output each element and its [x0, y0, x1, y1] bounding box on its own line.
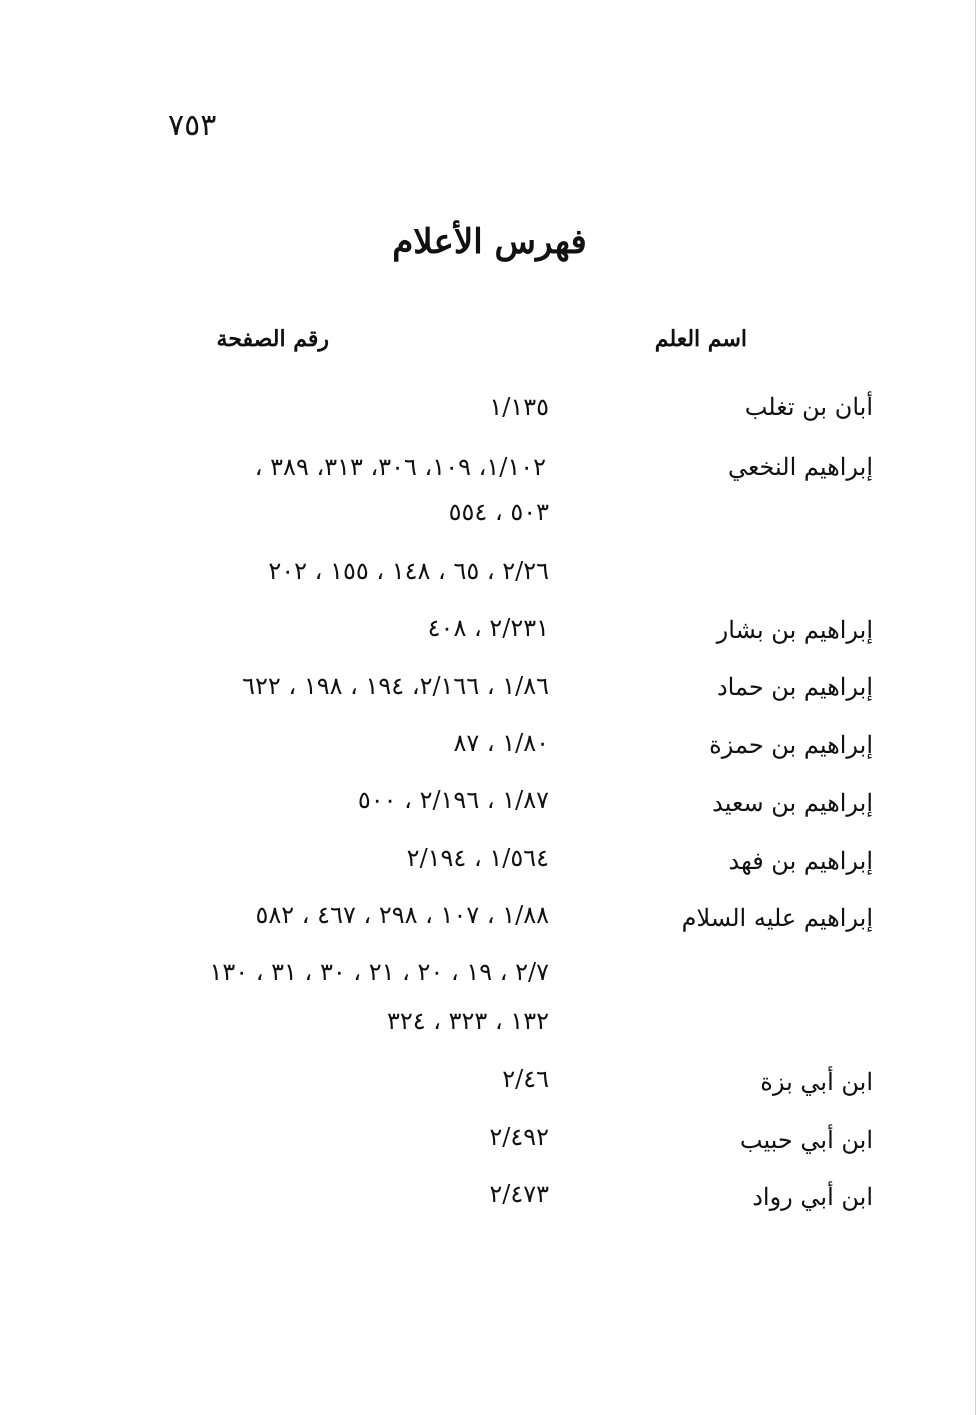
entry-name: إبراهيم بن بشار [716, 616, 873, 644]
entry-pages: ٢/٧ ، ١٩ ، ٢٠ ، ٢١ ، ٣٠ ، ٣١ ، ١٣٠ [209, 958, 549, 986]
entry-pages: ١/١٣٥ [489, 393, 549, 421]
entry-name: ابن أبي بزة [760, 1068, 873, 1096]
entry-pages: ١٣٢ ، ٣٢٣ ، ٣٢٤ [386, 1007, 549, 1035]
entry-pages: ٢/٤٧٣ [489, 1180, 549, 1208]
entry-name: أبان بن تغلب [744, 393, 873, 421]
page-title: فهرس الأعلام [392, 222, 587, 262]
entry-pages: ١/١٠٢، ١٠٩، ٣٠٦، ٣١٣، ٣٨٩ ، [254, 453, 546, 481]
entry-pages: ٢/٢٣١ ، ٤٠٨ [427, 614, 549, 642]
column-header-name: اسم العلم [654, 326, 747, 352]
entry-name: ابن أبي حبيب [739, 1126, 873, 1154]
entry-name: إبراهيم بن فهد [728, 847, 873, 875]
entry-name: إبراهيم عليه السلام [681, 904, 873, 932]
column-header-pages: رقم الصفحة [216, 326, 329, 352]
entry-pages: ١/٨٨ ، ١٠٧ ، ٢٩٨ ، ٤٦٧ ، ٥٨٢ [255, 901, 549, 929]
entry-pages: ١/٨٠ ، ٨٧ [453, 729, 549, 757]
entry-pages: ١/٨٧ ، ٢/١٩٦ ، ٥٠٠ [357, 786, 549, 814]
page-edge-line [975, 0, 976, 1415]
entry-pages: ١/٨٦ ، ٢/١٦٦، ١٩٤ ، ١٩٨ ، ٦٢٢ [242, 672, 549, 700]
entry-name: إبراهيم بن حماد [716, 673, 873, 701]
entry-pages: ٥٠٣ ، ٥٥٤ [448, 498, 549, 526]
entry-pages: ٢/٤٩٢ [489, 1123, 549, 1151]
entry-name: إبراهيم بن حمزة [709, 731, 873, 759]
entry-name: إبراهيم بن سعيد [712, 789, 873, 817]
entry-pages: ١/٥٦٤ ، ٢/١٩٤ [406, 844, 549, 872]
entry-name: ابن أبي رواد [752, 1183, 873, 1211]
page-number: ٧٥٣ [168, 108, 217, 143]
entry-pages: ٢/٢٦ ، ٦٥ ، ١٤٨ ، ١٥٥ ، ٢٠٢ [268, 557, 549, 585]
entry-name: إبراهيم النخعي [727, 453, 873, 481]
entry-pages: ٢/٤٦ [502, 1065, 549, 1093]
